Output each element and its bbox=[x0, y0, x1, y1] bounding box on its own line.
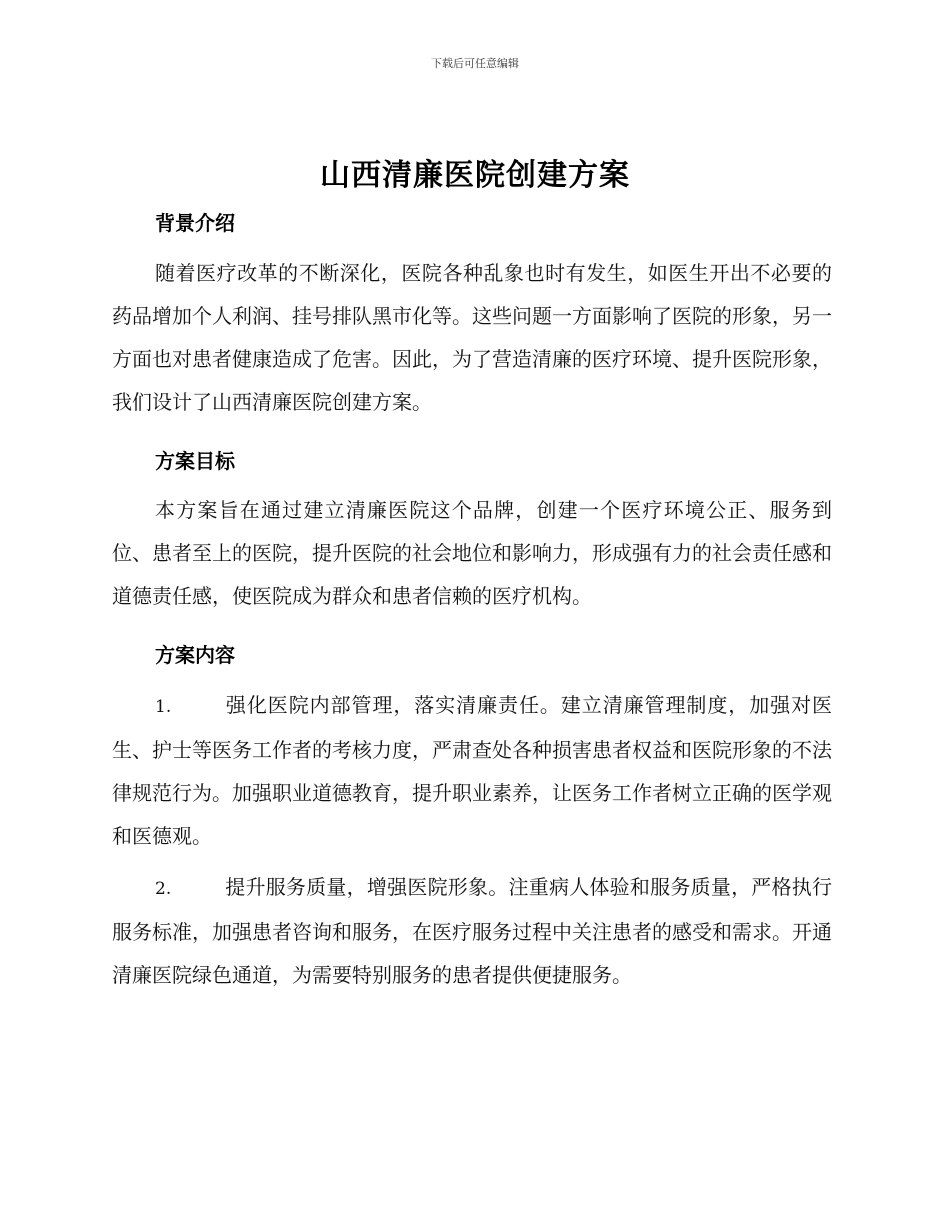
header-note: 下载后可任意编辑 bbox=[431, 57, 519, 70]
list-item bbox=[112, 684, 832, 858]
section-heading-content: 方案内容 bbox=[155, 643, 235, 667]
section-heading-background: 背景介绍 bbox=[155, 211, 235, 235]
list-item-number: 1. bbox=[155, 697, 172, 717]
paragraph-background: 随着医疗改革的不断深化，医院各种乱象也时有发生，如医生开出不必要的药品增加个人利润、挂号排队黑市化等。这些问题一方面影响了医院的形象，另一方面也对患者健康造成了危害。因此，为了营造清廉的医疗环境、提升医院形象，我们设计了山西清廉医院创建方案。 bbox=[112, 261, 832, 414]
list-item-text: 提升服务质量，增强医院形象。注重病人体验和服务质量，严格执行服务标准，加强患者咨询和服务，在医疗服务过程中关注患者的感受和需求。开通清廉医院绿色通道，为需要特别服务的患者提供便捷服务。 bbox=[112, 875, 832, 987]
list-item-text: 强化医院内部管理，落实清廉责任。建立清廉管理制度，加强对医生、护士等医务工作者的考核力度，严肃查处各种损害患者权益和医院形象的不法律规范行为。加强职业道德教育，提升职业素养，让医务工作者树立正确的医学观和医德观。 bbox=[112, 693, 832, 848]
section-heading-goal: 方案目标 bbox=[155, 449, 235, 473]
list-item bbox=[112, 866, 832, 997]
paragraph-goal: 本方案旨在通过建立清廉医院这个品牌，创建一个医疗环境公正、服务到位、患者至上的医院，提升医院的社会地位和影响力，形成强有力的社会责任感和道德责任感，使医院成为群众和患者信赖的医疗机构。 bbox=[112, 498, 832, 608]
list-item-number: 2. bbox=[155, 879, 172, 899]
document-title: 山西清廉医院创建方案 bbox=[320, 158, 630, 193]
